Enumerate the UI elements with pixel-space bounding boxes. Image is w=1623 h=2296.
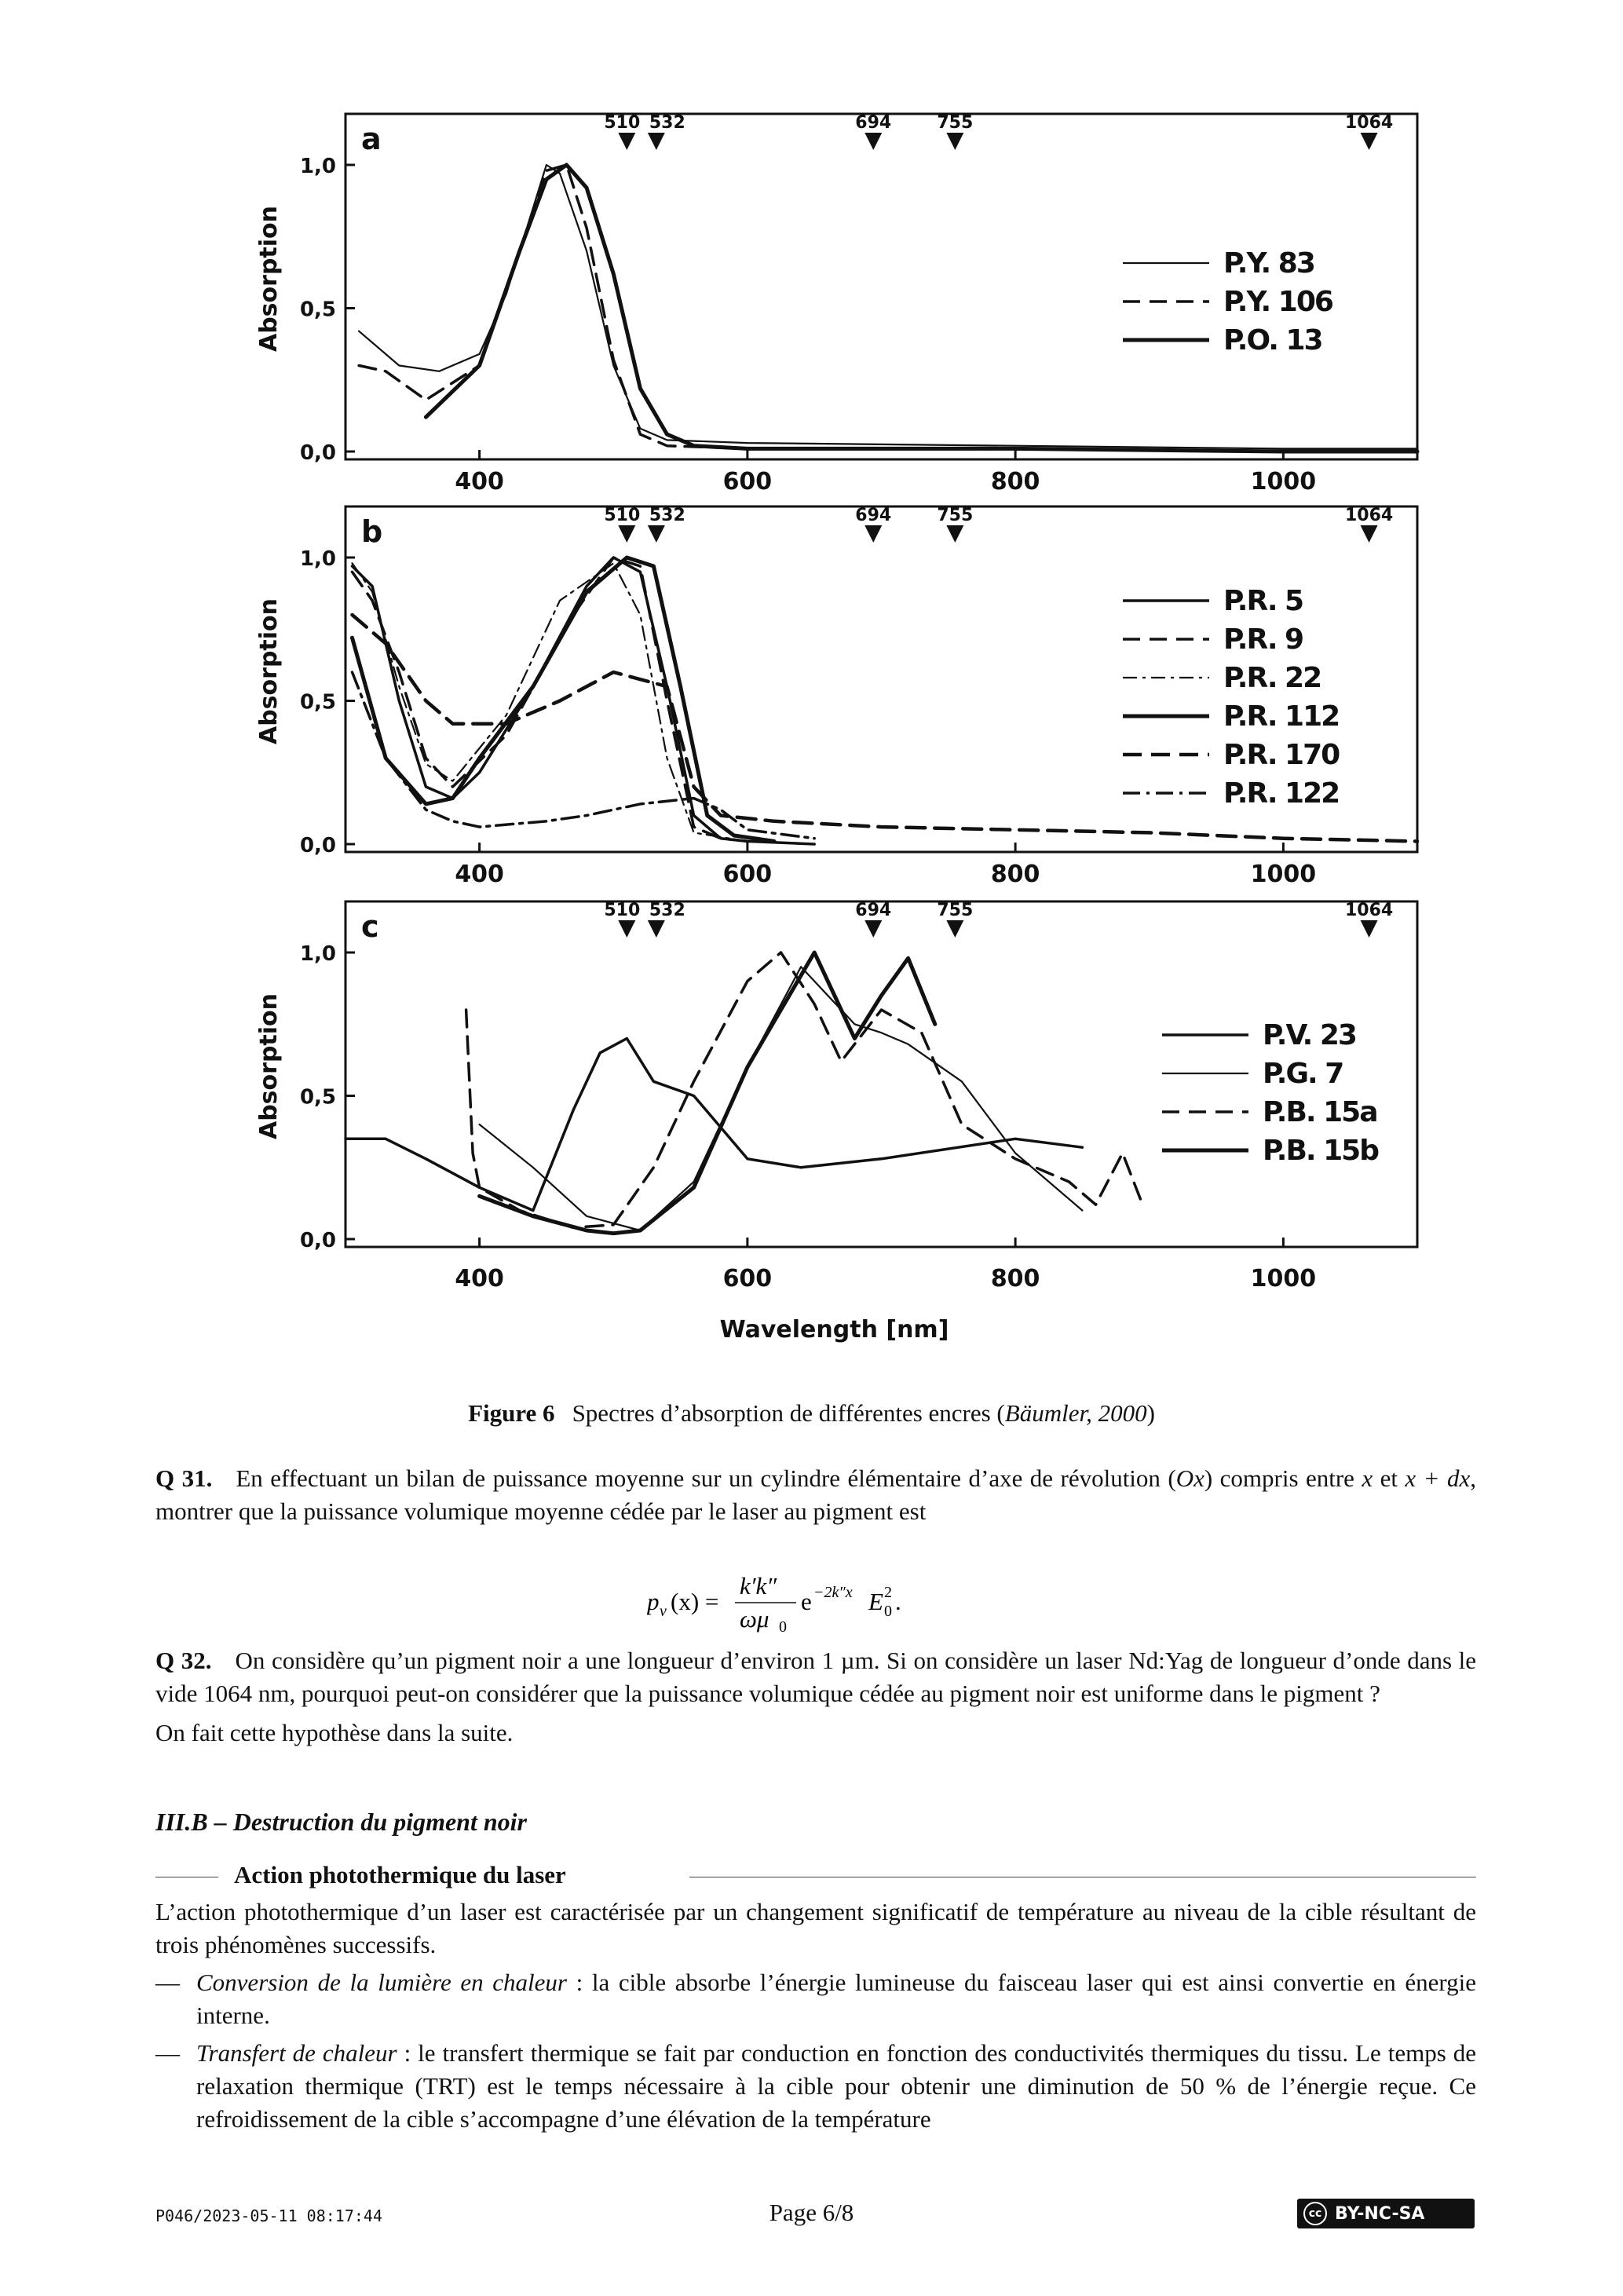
question-31-label: Q 31. bbox=[155, 1464, 213, 1492]
laser-marker-triangle bbox=[648, 525, 665, 543]
formula-exponent: −2k″x bbox=[813, 1584, 853, 1601]
formula-field-sub: 0 bbox=[883, 1603, 892, 1620]
laser-marker-triangle bbox=[1361, 525, 1378, 543]
y-tick-label: 0,5 bbox=[299, 298, 336, 322]
box-item-text: : le transfert thermique se fait par conduction en fonction des conductivités thermiques du tissu. Le temps de relaxation thermique (TRT) est le temps nécessaire à la cible pour obtenir une diminution de 50 % de l’énergie reçue. Ce refroidissement de la cible s’accompagne d’une élévation de la température bbox=[196, 2039, 1476, 2133]
y-axis-label: Absorption bbox=[255, 598, 283, 745]
box-item-term: Transfert de chaleur bbox=[196, 2039, 397, 2067]
figure-caption-source: Bäumler, 2000 bbox=[1004, 1399, 1147, 1427]
x-axis-label: Wavelength [nm] bbox=[719, 1316, 949, 1344]
formula-field: E bbox=[868, 1588, 883, 1615]
laser-marker-label: 694 bbox=[855, 901, 892, 920]
laser-marker-triangle bbox=[648, 920, 665, 938]
y-axis-label: Absorption bbox=[255, 205, 283, 353]
formula-lhs-sub: v bbox=[659, 1603, 667, 1620]
y-tick-label: 0,0 bbox=[299, 441, 336, 465]
x-tick-label: 800 bbox=[990, 861, 1040, 888]
y-tick-label: 1,0 bbox=[299, 155, 336, 178]
laser-marker-triangle bbox=[946, 133, 963, 150]
box-item-term: Conversion de la lumière en chaleur bbox=[196, 1969, 567, 1996]
laser-marker-triangle bbox=[865, 525, 882, 543]
legend-label: P.G. 7 bbox=[1263, 1058, 1343, 1090]
laser-marker-triangle bbox=[1361, 133, 1378, 150]
section-title: III.B – Destruction du pigment noir bbox=[155, 1808, 527, 1836]
x-tick-label: 400 bbox=[455, 1265, 504, 1292]
legend-label: P.R. 122 bbox=[1223, 777, 1340, 810]
q31-text-4: , montrer que la puissance volumique moyenne cédée par le laser au pigment est bbox=[155, 1464, 1477, 1525]
q31-text-1: En effectuant un bilan de puissance moyenne sur un cylindre élémentaire d’axe de révolution ( bbox=[236, 1464, 1176, 1492]
q31-text-3: et bbox=[1373, 1464, 1406, 1492]
laser-marker-triangle bbox=[946, 525, 963, 543]
laser-marker-label: 532 bbox=[649, 113, 685, 133]
panel-frame-c bbox=[345, 901, 1417, 1247]
legend-label: P.R. 9 bbox=[1223, 623, 1303, 656]
power-density-formula bbox=[0, 1570, 1623, 1633]
laser-marker-label: 1064 bbox=[1344, 113, 1394, 133]
box-item-transfer bbox=[155, 2037, 1476, 2136]
laser-marker-label: 1064 bbox=[1344, 506, 1394, 525]
y-axis-label: Absorption bbox=[255, 993, 283, 1140]
legend-label: P.R. 112 bbox=[1223, 700, 1340, 733]
laser-marker-label: 694 bbox=[855, 506, 892, 525]
box-content bbox=[155, 1896, 1476, 2136]
legend-label: P.R. 22 bbox=[1223, 662, 1321, 694]
x-tick-label: 800 bbox=[990, 1265, 1040, 1292]
item-dash: — bbox=[155, 1969, 180, 1996]
box-title: Action photothermique du laser bbox=[226, 1861, 574, 1889]
figure-caption-text: Spectres d’absorption de différentes encres ( bbox=[572, 1399, 1005, 1427]
x-tick-label: 400 bbox=[455, 861, 504, 888]
legend-label: P.B. 15a bbox=[1263, 1096, 1377, 1128]
y-tick-label: 0,0 bbox=[299, 1229, 336, 1252]
item-dash: — bbox=[155, 2039, 180, 2067]
formula-field-sup: 2 bbox=[883, 1584, 892, 1601]
question-32-label: Q 32. bbox=[155, 1647, 212, 1674]
box-title-bar bbox=[155, 1861, 1476, 1892]
x-tick-label: 1000 bbox=[1250, 861, 1317, 888]
laser-marker-label: 755 bbox=[937, 113, 974, 133]
x-tick-label: 400 bbox=[455, 468, 504, 495]
legend-label: P.B. 15b bbox=[1263, 1135, 1378, 1167]
laser-marker-label: 694 bbox=[855, 113, 892, 133]
laser-marker-label: 532 bbox=[649, 506, 685, 525]
y-tick-label: 0,5 bbox=[299, 1085, 336, 1110]
footer-page-number: Page 6/8 bbox=[769, 2199, 854, 2226]
laser-marker-label: 532 bbox=[649, 901, 685, 920]
x-tick-label: 600 bbox=[722, 1265, 773, 1292]
q32-followup: On fait cette hypothèse dans la suite. bbox=[155, 1719, 514, 1746]
laser-marker-label: 510 bbox=[604, 113, 641, 133]
legend-label: P.R. 170 bbox=[1223, 739, 1340, 771]
question-32 bbox=[155, 1644, 1476, 1749]
laser-marker-triangle bbox=[648, 133, 665, 150]
legend-label: P.R. 5 bbox=[1223, 585, 1303, 617]
y-tick-label: 1,0 bbox=[299, 547, 336, 571]
formula-denominator-sub: 0 bbox=[778, 1618, 787, 1633]
cc-license-badge bbox=[1297, 2199, 1475, 2228]
x-tick-label: 600 bbox=[722, 468, 773, 495]
laser-marker-triangle bbox=[865, 133, 882, 150]
panel-label-b: b bbox=[361, 514, 383, 549]
formula-exp-base: e bbox=[800, 1588, 812, 1615]
q31-text-2: ) compris entre bbox=[1204, 1464, 1362, 1492]
laser-marker-triangle bbox=[865, 920, 882, 938]
series-line-b-5 bbox=[353, 672, 815, 839]
absorption-spectra-figure bbox=[236, 67, 1460, 1378]
laser-marker-label: 510 bbox=[604, 506, 641, 525]
x-tick-label: 1000 bbox=[1250, 468, 1317, 495]
figure-caption bbox=[0, 1399, 1623, 1428]
q31-var-ox: Ox bbox=[1175, 1464, 1204, 1492]
series-line-a-1 bbox=[359, 165, 1015, 448]
box-item-text: : la cible absorbe l’énergie lumineuse du faisceau laser qui est ainsi convertie en énergie interne. bbox=[196, 1969, 1476, 2029]
formula-lhs: p bbox=[646, 1588, 659, 1615]
legend-label: P.V. 23 bbox=[1263, 1019, 1356, 1051]
series-line-c-3 bbox=[480, 952, 935, 1234]
spectra-chart bbox=[236, 67, 1460, 1378]
q31-var-xdx: x + dx bbox=[1405, 1464, 1471, 1492]
q32-text: On considère qu’un pigment noir a une longueur d’environ 1 µm. Si on considère un laser Nd:Yag de longueur d’onde dans le vide 1064 nm, pourquoi peut-on considérer que la puissance volumique cédée au pigment noir est uniforme dans le pigment ? bbox=[155, 1647, 1476, 1707]
figure-caption-end: ) bbox=[1146, 1399, 1155, 1427]
laser-marker-label: 755 bbox=[937, 901, 974, 920]
laser-marker-triangle bbox=[618, 133, 635, 150]
y-tick-label: 1,0 bbox=[299, 942, 336, 966]
figure-caption-label: Figure 6 bbox=[468, 1399, 555, 1427]
formula-lhs-arg: (x) = bbox=[670, 1588, 718, 1615]
box-item-conversion bbox=[155, 1966, 1476, 2032]
laser-marker-triangle bbox=[618, 525, 635, 543]
series-line-c-2 bbox=[466, 952, 1143, 1227]
legend-label: P.Y. 106 bbox=[1223, 286, 1332, 318]
laser-marker-label: 510 bbox=[604, 901, 641, 920]
laser-marker-triangle bbox=[618, 920, 635, 938]
x-tick-label: 600 bbox=[722, 861, 773, 888]
series-line-b-1 bbox=[353, 558, 748, 841]
laser-marker-triangle bbox=[1361, 920, 1378, 938]
x-tick-label: 800 bbox=[990, 468, 1040, 495]
cc-license-text: BY-NC-SA bbox=[1335, 2203, 1425, 2224]
laser-marker-triangle bbox=[946, 920, 963, 938]
legend-label: P.Y. 83 bbox=[1223, 247, 1314, 280]
formula-denominator: ωμ bbox=[739, 1605, 769, 1632]
question-31 bbox=[155, 1462, 1476, 1528]
x-tick-label: 1000 bbox=[1250, 1265, 1317, 1292]
cc-icon: cc bbox=[1303, 2202, 1327, 2225]
y-tick-label: 0,0 bbox=[299, 834, 336, 857]
q31-var-x: x bbox=[1362, 1464, 1373, 1492]
panel-label-a: a bbox=[361, 122, 382, 156]
legend-label: P.O. 13 bbox=[1223, 324, 1322, 356]
y-tick-label: 0,5 bbox=[299, 690, 336, 715]
footer-document-id: P046/2023-05-11 08:17:44 bbox=[155, 2206, 382, 2225]
formula-end: . bbox=[894, 1588, 901, 1615]
box-intro: L’action photothermique d’un laser est caractérisée par un changement significatif de température au niveau de la cible résultant de trois phénomènes successifs. bbox=[155, 1898, 1476, 1958]
formula-numerator: k′k″ bbox=[739, 1572, 777, 1600]
panel-label-c: c bbox=[361, 909, 379, 944]
laser-marker-label: 1064 bbox=[1344, 901, 1394, 920]
series-line-c-0 bbox=[345, 1039, 1082, 1211]
laser-marker-label: 755 bbox=[937, 506, 974, 525]
